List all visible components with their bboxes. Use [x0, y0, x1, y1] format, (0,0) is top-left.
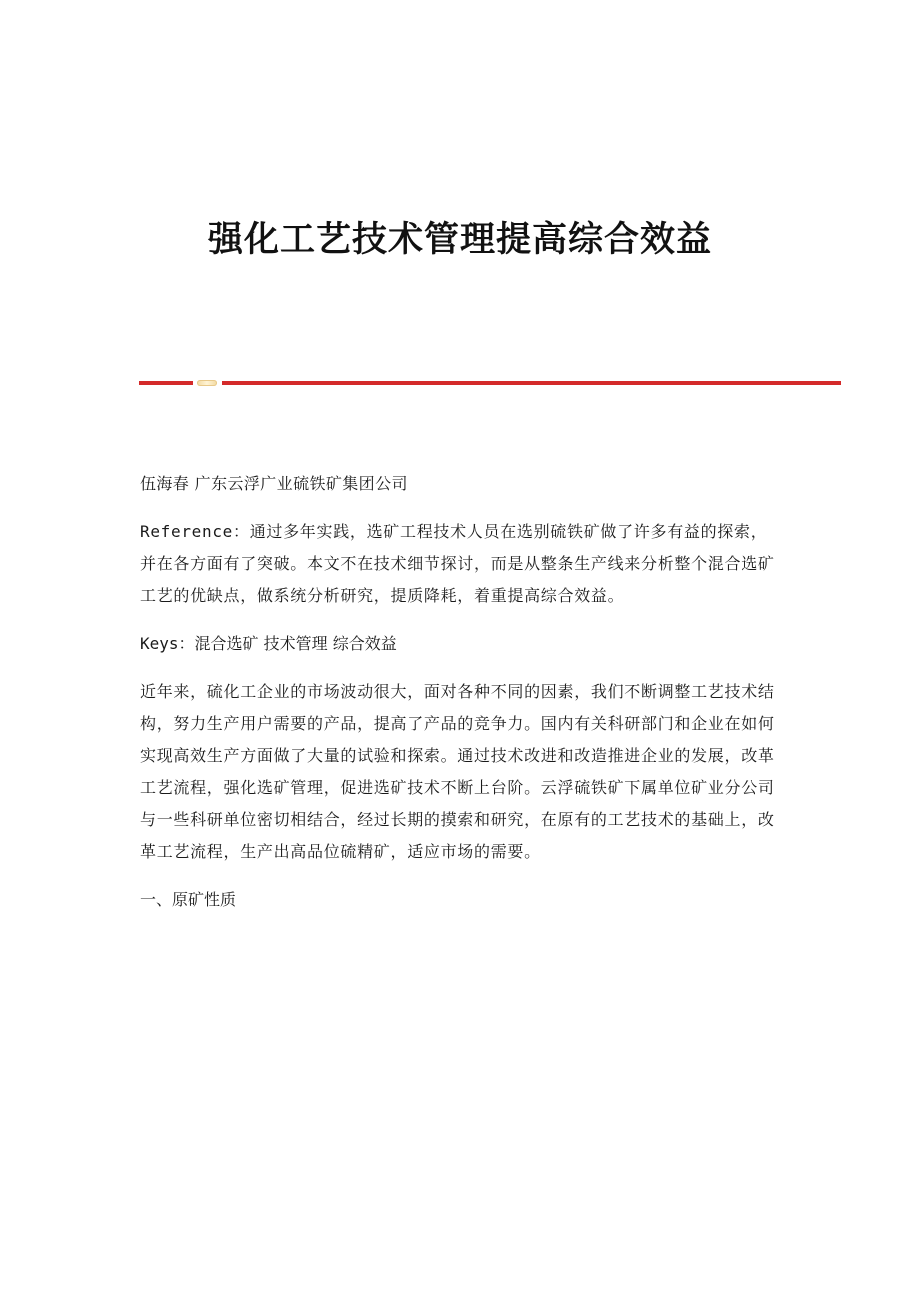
keywords-label: Keys： [140, 634, 195, 653]
abstract-label: Reference： [140, 522, 250, 541]
abstract-text: 通过多年实践，选矿工程技术人员在选别硫铁矿做了许多有益的探索，并在各方面有了突破。本文不在技术细节探讨，而是从整条生产线来分析整个混合选矿工艺的优缺点，做系统分析研究，提质降耗，着重提高综合效益。 [140, 522, 775, 605]
keywords-text: 混合选矿 技术管理 综合效益 [194, 634, 397, 653]
abstract-paragraph [140, 516, 780, 612]
keywords-paragraph [140, 628, 780, 660]
section-heading: 一、原矿性质 [140, 890, 237, 909]
author-line: 伍海春 广东云浮广业硫铁矿集团公司 [140, 474, 408, 493]
divider-left-segment [139, 381, 193, 385]
divider-ornament-icon [197, 380, 217, 386]
document-title: 强化工艺技术管理提高综合效益 [207, 219, 712, 260]
divider-right-segment [222, 381, 841, 385]
intro-paragraph: 近年来，硫化工企业的市场波动很大，面对各种不同的因素，我们不断调整工艺技术结构，努力生产用户需要的产品，提高了产品的竞争力。国内有关科研部门和企业在如何实现高效生产方面做了大量的试验和探索。通过技术改进和改造推进企业的发展，改革工艺流程，强化选矿管理，促进选矿技术不断上台阶。云浮硫铁矿下属单位矿业分公司与一些科研单位密切相结合，经过长期的摸索和研究，在原有的工艺技术的基础上，改革工艺流程，生产出高品位硫精矿，适应市场的需要。 [140, 682, 775, 861]
title-divider [139, 380, 841, 386]
document-body [140, 468, 780, 932]
